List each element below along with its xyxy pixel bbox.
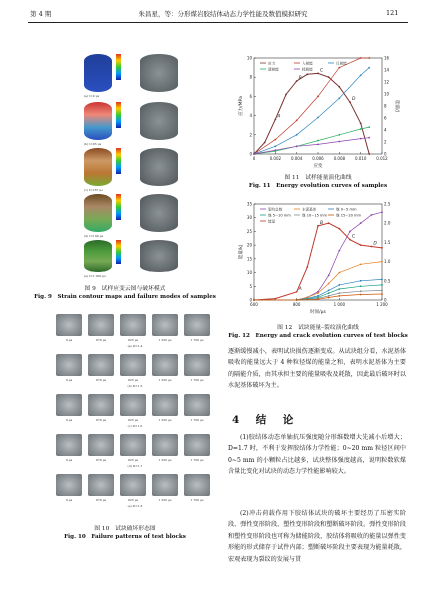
data-point — [338, 284, 340, 286]
fig10-time-label: 870 μs — [95, 378, 107, 382]
fig10-time-label: 0 μs — [65, 338, 73, 342]
x-axis-label: 时间/μs — [310, 310, 326, 315]
fig10-sample — [56, 394, 82, 416]
data-point — [360, 263, 362, 265]
data-point — [317, 144, 319, 146]
legend-label: 能量 — [268, 219, 276, 224]
data-point — [381, 284, 383, 286]
point-label: C — [352, 234, 356, 240]
body-paragraph-3: (2)冲击荷载作用下胶结体试块的破坏主要经历了压密实阶段、弹性变形阶段、塑性变形阶段和塑断破坏阶段。弹性变形阶段和塑性变形阶段也可称为储能阶段，胶结体将吸收的能量以弹性变形能的形式储存于试件内部；塑断破坏阶段主要表现为能量耗散，宏观表现为裂纹的发展与贯 — [228, 510, 406, 563]
fig10-time-label: 925 μs — [127, 418, 139, 422]
y-right-tick-label: 0 — [384, 151, 387, 157]
data-point — [296, 145, 298, 147]
data-point — [381, 290, 383, 292]
fig10-time-label: 1 250 μs — [158, 378, 172, 382]
fig9-failure-e — [140, 240, 178, 272]
fig10-time-label: 925 μs — [127, 338, 139, 342]
data-point — [274, 139, 276, 141]
legend-label: 透射能 — [268, 67, 279, 72]
fig10-sample — [184, 354, 210, 376]
fig10-sample — [120, 354, 146, 376]
legend-label: 应力 — [268, 61, 276, 66]
fig10-row-label: (b) D=1.5 — [127, 384, 143, 388]
fig9-sim-c — [84, 148, 112, 186]
x-tick-label: 0.012 — [376, 156, 388, 161]
data-point — [317, 96, 319, 98]
point-label: A — [277, 114, 281, 120]
data-point — [360, 122, 362, 124]
data-point — [360, 74, 362, 76]
data-point — [368, 137, 370, 139]
data-point — [274, 298, 276, 300]
y-tick-label: 4 — [249, 113, 252, 119]
data-point — [360, 222, 362, 224]
fig10-sample — [152, 434, 178, 456]
fig10-sample — [88, 474, 114, 496]
data-point — [285, 94, 287, 96]
y-right-tick-label: 0.5 — [384, 278, 391, 284]
y-right-axis-label: 能量/J — [394, 100, 399, 112]
data-point — [368, 67, 370, 69]
y-tick-label: 20 — [246, 242, 252, 248]
x-tick-label: 1 000 — [333, 302, 346, 307]
data-point — [381, 293, 383, 295]
fig10-row-label: (c) D=1.6 — [127, 424, 143, 428]
fig10-time-label: 1 250 μs — [158, 338, 172, 342]
fig10-time-label: 870 μs — [95, 418, 107, 422]
data-point — [360, 57, 362, 59]
y-axis-label: 能量/kJ — [239, 244, 244, 260]
data-point — [368, 57, 370, 59]
point-label: C — [320, 68, 324, 74]
data-point — [317, 117, 319, 119]
fig10-time-label: 1 700 μs — [190, 418, 204, 422]
color-legend-icon — [116, 194, 121, 220]
legend-label: 入射能 — [302, 61, 313, 66]
fig10-time-label: 0 μs — [65, 498, 73, 502]
page-section-label: 第 4 期 — [30, 10, 52, 18]
y-tick-label: 30 — [246, 215, 252, 221]
series-line — [254, 127, 369, 154]
data-point — [349, 239, 351, 241]
y-tick-label: 15 — [246, 256, 252, 262]
legend-label: 裂纹总数 — [268, 207, 283, 212]
fig11-caption-cn: 图 11 试样能量演化曲线 — [284, 175, 352, 181]
fig10-row-label: (e) D=1.8 — [127, 504, 143, 508]
y-tick-label: 8 — [249, 74, 252, 80]
data-point — [328, 222, 330, 224]
fig10-sample — [184, 434, 210, 456]
data-point — [328, 292, 330, 294]
fig9-failure-d — [140, 194, 178, 232]
fig9-caption-cn: 图 9 试样应变云图与破坏模式 — [84, 286, 166, 292]
fig9-sim-d — [84, 194, 112, 232]
fig10-sample — [56, 434, 82, 456]
legend-label: 煤 0~5 mm — [336, 207, 357, 212]
fig10-sample — [88, 354, 114, 376]
data-point — [349, 101, 351, 103]
legend-label: 煤 15~20 mm — [336, 213, 362, 218]
point-label: B — [298, 76, 302, 82]
fig10-time-label: 870 μs — [95, 458, 107, 462]
color-legend-icon — [116, 54, 121, 80]
x-tick-label: 1 200 — [376, 302, 388, 307]
x-axis-label: 应变 — [313, 164, 323, 169]
fig10-panel — [56, 314, 216, 514]
data-point — [360, 294, 362, 296]
fig10-sample — [184, 474, 210, 496]
fig10-time-label: 1 250 μs — [158, 458, 172, 462]
data-point — [349, 231, 351, 233]
fig11-chart — [228, 50, 408, 172]
series-line — [254, 223, 382, 300]
fig9-sim-a — [84, 54, 112, 92]
y-tick-label: 10 — [246, 270, 252, 276]
data-point — [338, 288, 340, 290]
body-paragraph-1: 逐渐缓慢减小，表明试块损伤逐渐变成。从试块组分看，水泥基体吸收的能量远大于 4 种粒径煤的能量之和，表明水泥基体为主要的隔能介质，由其承担主要的能量吸收及耗散，因此最后破坏时以水泥基体破坏为主。 — [228, 348, 406, 390]
fig10-time-label: 1 700 μs — [190, 378, 204, 382]
data-point — [328, 290, 330, 292]
data-point — [328, 274, 330, 276]
y-right-tick-label: 2.5 — [384, 201, 391, 207]
color-legend-icon — [116, 102, 121, 128]
data-point — [338, 67, 340, 69]
data-point — [370, 214, 372, 216]
fig12-caption-cn: 图 12 试块能量–裂纹演化曲线 — [277, 325, 359, 331]
fig10-sample — [88, 314, 114, 336]
data-point — [381, 247, 383, 249]
plot-frame — [254, 204, 382, 300]
y-right-tick-label: 8 — [384, 103, 387, 109]
fig10-sample — [184, 394, 210, 416]
x-tick-label: 0 — [252, 156, 256, 161]
data-point — [296, 120, 298, 122]
data-point — [338, 86, 340, 88]
data-point — [338, 228, 340, 230]
data-point — [274, 119, 276, 121]
y-tick-label: 0 — [249, 297, 252, 303]
legend-label: 煤 10~15 mm — [302, 213, 328, 218]
y-right-tick-label: 1.0 — [384, 259, 391, 265]
fig10-sample — [152, 354, 178, 376]
fig9-sim-e — [84, 240, 112, 272]
fig9-failure-b — [140, 102, 178, 140]
point-label: D — [373, 241, 377, 247]
data-point — [360, 285, 362, 287]
fig10-time-label: 925 μs — [127, 458, 139, 462]
y-axis-label: 应力/MPa — [239, 96, 244, 116]
data-point — [360, 138, 362, 140]
fig10-time-label: 0 μs — [65, 378, 73, 382]
fig10-sample — [184, 314, 210, 336]
fig10-sample — [152, 314, 178, 336]
data-point — [317, 140, 319, 142]
point-label: B — [320, 220, 324, 226]
y-right-tick-label: 16 — [384, 55, 390, 61]
point-label: A — [298, 286, 302, 292]
series-line — [254, 68, 369, 154]
fig9-label-a: (a) t=0 μs — [84, 94, 100, 98]
data-point — [338, 292, 340, 294]
fig9-label-b: (b) t=95 μs — [84, 142, 102, 146]
y-right-tick-label: 0 — [384, 297, 387, 303]
legend-label: 耗散能 — [302, 67, 313, 72]
fig9-failure-a — [140, 54, 178, 92]
data-point — [328, 76, 330, 78]
x-tick-label: 0.004 — [290, 156, 303, 161]
fig10-sample — [120, 434, 146, 456]
y-right-tick-label: 6 — [384, 115, 387, 121]
data-point — [317, 225, 319, 227]
fig10-sample — [88, 394, 114, 416]
color-legend-icon — [116, 240, 121, 264]
fig10-sample — [88, 434, 114, 456]
data-point — [296, 80, 298, 82]
data-point — [338, 141, 340, 143]
data-point — [253, 153, 255, 155]
fig10-sample — [120, 394, 146, 416]
legend-label: 煤 5~10 mm — [268, 213, 291, 218]
fig12-caption-en: Fig. 12 Energy and crack evolution curves of test blocks — [228, 333, 408, 339]
data-point — [274, 145, 276, 147]
x-tick-label: 0.002 — [269, 156, 282, 161]
data-point — [368, 153, 370, 155]
data-point — [381, 279, 383, 281]
y-tick-label: 0 — [249, 151, 252, 157]
fig10-sample — [56, 314, 82, 336]
y-right-tick-label: 2 — [384, 139, 387, 145]
data-point — [264, 142, 266, 144]
y-tick-label: 25 — [246, 228, 252, 234]
fig10-sample — [56, 354, 82, 376]
data-point — [338, 272, 340, 274]
y-tick-label: 10 — [246, 55, 252, 61]
fig10-time-label: 1 700 μs — [190, 498, 204, 502]
fig10-time-label: 1 700 μs — [190, 338, 204, 342]
data-point — [338, 250, 340, 252]
data-point — [360, 280, 362, 282]
data-point — [338, 97, 340, 99]
y-right-tick-label: 1.5 — [384, 239, 391, 245]
y-tick-label: 6 — [249, 93, 252, 99]
data-point — [306, 266, 308, 268]
data-point — [360, 128, 362, 130]
x-tick-label: 800 — [292, 302, 301, 307]
fig9-sim-b — [84, 102, 112, 140]
running-header: 朱昌星，等：分形煤岩胶结体动态力学性能及数值模拟研究 — [138, 10, 308, 18]
x-tick-label: 0.008 — [333, 156, 346, 161]
y-tick-label: 5 — [249, 283, 252, 289]
data-point — [274, 149, 276, 151]
y-tick-label: 2 — [249, 132, 252, 138]
data-point — [253, 299, 255, 301]
color-legend-icon — [116, 148, 121, 174]
data-point — [317, 298, 319, 300]
y-right-tick-label: 4 — [384, 127, 387, 133]
data-point — [381, 211, 383, 213]
header-rule — [28, 22, 408, 23]
section-heading-conclusion: 4 结 论 — [232, 414, 297, 426]
x-tick-label: 0.006 — [312, 156, 324, 161]
fig9-failure-c — [140, 148, 178, 186]
fig10-caption-cn: 图 10 试块破坏形态图 — [94, 526, 156, 532]
legend-label: 水泥基体 — [302, 207, 317, 212]
y-right-tick-label: 10 — [384, 91, 390, 97]
fig10-row-label: (d) D=1.7 — [127, 464, 143, 468]
fig10-row-label: (a) D=1.4 — [127, 344, 143, 348]
fig10-sample — [120, 474, 146, 496]
fig10-time-label: 925 μs — [127, 378, 139, 382]
data-point — [360, 244, 362, 246]
data-point — [317, 292, 319, 294]
x-tick-label: 0.010 — [354, 156, 367, 161]
y-right-tick-label: 14 — [384, 67, 390, 73]
fig9-label-e: (e) t=1 000 μs — [84, 274, 106, 278]
y-right-tick-label: 2.0 — [384, 220, 391, 226]
fig10-time-label: 870 μs — [95, 338, 107, 342]
y-right-tick-label: 12 — [384, 79, 390, 85]
fig10-time-label: 1 250 μs — [158, 498, 172, 502]
data-point — [328, 297, 330, 299]
fig9-panel — [80, 50, 190, 278]
fig10-time-label: 925 μs — [127, 498, 139, 502]
data-point — [368, 126, 370, 128]
y-tick-label: 35 — [246, 201, 252, 207]
data-point — [328, 283, 330, 285]
page-number: 121 — [386, 9, 399, 17]
body-paragraph-2: (1)胶结体动态单轴抗压强度随分形维数增大先减小后增大；D=1.7 时，不利于发挥胶结体力学性能；0~20 mm 粒径区间中 0~5 mm 的小颗粒占比越多，试块整体强度越高，说明粒数软煤含量比变化对试块的动态力学性能影响较大。 — [228, 434, 406, 476]
data-point — [317, 72, 319, 74]
data-point — [328, 295, 330, 297]
plot-frame — [254, 58, 382, 154]
fig10-sample — [56, 474, 82, 496]
fig10-time-label: 0 μs — [65, 458, 73, 462]
fig12-chart — [228, 196, 408, 320]
fig9-label-d: (d) t=199 μs — [84, 234, 104, 238]
fig9-caption-en: Fig. 9 Strain contour maps and failure modes of samples — [34, 294, 216, 300]
fig10-sample — [120, 314, 146, 336]
data-point — [381, 261, 383, 263]
legend-label: 反射能 — [336, 61, 347, 66]
data-point — [370, 246, 372, 248]
fig11-caption-en: Fig. 11 Energy evolution curves of samples — [248, 183, 388, 189]
point-label: D — [352, 97, 356, 103]
fig10-time-label: 870 μs — [95, 498, 107, 502]
fig10-time-label: 1 250 μs — [158, 418, 172, 422]
data-point — [296, 134, 298, 136]
fig10-time-label: 1 700 μs — [190, 458, 204, 462]
fig9-label-c: (c) t=167 μs — [84, 188, 103, 192]
x-tick-label: 600 — [250, 302, 258, 307]
data-point — [306, 73, 308, 75]
fig10-time-label: 0 μs — [65, 418, 73, 422]
data-point — [338, 295, 340, 297]
fig10-sample — [152, 474, 178, 496]
data-point — [296, 291, 298, 293]
data-point — [360, 290, 362, 292]
fig10-sample — [152, 394, 178, 416]
data-point — [296, 299, 298, 301]
data-point — [338, 134, 340, 136]
fig10-caption-en: Fig. 10 Failure patterns of test blocks — [64, 534, 186, 540]
data-point — [306, 299, 308, 301]
